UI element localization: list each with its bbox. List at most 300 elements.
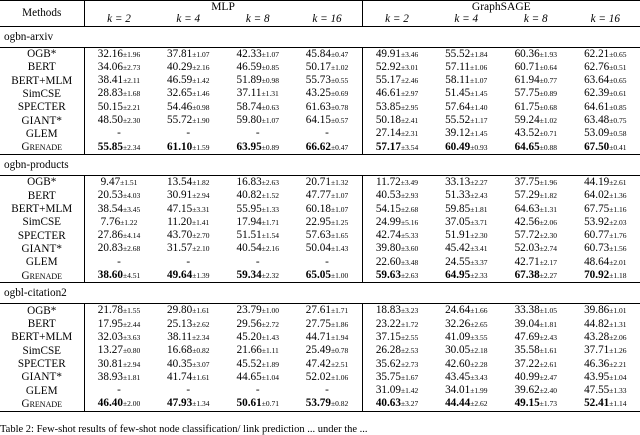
- result-cell: [84, 87, 154, 100]
- result-cell: [501, 229, 571, 242]
- result-value: 25.13: [167, 317, 193, 330]
- result-std: ±3.41: [470, 244, 488, 254]
- result-std: ±1.86: [330, 319, 349, 329]
- methods-header: Methods: [0, 1, 84, 27]
- result-cell: [84, 397, 154, 411]
- result-std: ±1.07: [330, 204, 349, 214]
- dataset-section-row: [0, 26, 640, 47]
- result-cell: [571, 358, 640, 371]
- result-cell: [571, 141, 640, 155]
- result-value: 37.81: [167, 47, 193, 60]
- result-value: 46.59: [167, 74, 193, 87]
- result-std: ±1.45: [470, 89, 488, 99]
- result-cell: [84, 216, 154, 229]
- result-value: 50.17: [305, 60, 331, 73]
- result-std: ±0.64: [539, 62, 557, 72]
- result-cell: [84, 101, 154, 114]
- result-value: 37.05: [445, 215, 471, 228]
- result-value: 64.61: [584, 100, 610, 113]
- result-value: 62.76: [584, 60, 610, 73]
- result-std: ±2.44: [122, 319, 141, 329]
- result-value: 37.71: [584, 344, 610, 357]
- result-cell: [432, 358, 502, 371]
- result-value: 59.24: [514, 114, 540, 127]
- result-cell: [154, 384, 224, 397]
- result-std: ±0.93: [470, 142, 488, 152]
- result-cell: [432, 371, 502, 384]
- result-cell: [84, 269, 154, 283]
- result-std: ±0.61: [609, 89, 627, 99]
- table-row: [0, 256, 640, 269]
- table-caption: Table 2: Few-shot results of few-shot node classification/ link prediction ... under the ...: [0, 424, 368, 435]
- result-value: 53.09: [584, 127, 610, 140]
- table-row: [0, 384, 640, 397]
- dataset-name: ogbn-arxiv: [0, 26, 640, 47]
- result-std: ±1.76: [609, 231, 627, 241]
- result-cell: [84, 203, 154, 216]
- result-value: 50.61: [236, 397, 262, 410]
- result-std: ±1.61: [539, 346, 557, 356]
- table-row: [0, 331, 640, 344]
- result-value: -: [117, 127, 121, 140]
- result-cell: [432, 397, 502, 411]
- result-cell: [571, 127, 640, 140]
- result-cell: [362, 229, 432, 242]
- result-value: 23.22: [375, 317, 401, 330]
- result-std: ±5.33: [400, 231, 419, 241]
- result-cell: [84, 371, 154, 384]
- result-std: ±1.17: [470, 116, 488, 126]
- result-std: ±1.81: [122, 372, 141, 382]
- result-cell: [432, 269, 502, 283]
- result-value: 44.19: [584, 175, 610, 188]
- result-cell: [501, 61, 571, 74]
- result-value: 47.42: [305, 357, 331, 370]
- result-value: 31.09: [375, 384, 401, 397]
- result-value: 7.76: [100, 215, 121, 228]
- result-value: -: [186, 127, 191, 140]
- result-cell: [501, 189, 571, 202]
- result-std: ±3.60: [400, 244, 419, 254]
- result-value: 16.68: [167, 344, 193, 357]
- result-cell: [293, 203, 363, 216]
- result-value: 20.71: [305, 175, 331, 188]
- result-std: ±2.00: [122, 399, 141, 409]
- result-value: 40.29: [167, 60, 193, 73]
- result-cell: [571, 189, 640, 202]
- result-std: ±2.43: [539, 332, 557, 342]
- result-value: 40.63: [375, 397, 401, 410]
- result-std: ±1.42: [192, 76, 210, 86]
- result-std: ±4.03: [122, 191, 141, 201]
- result-cell: [432, 189, 502, 202]
- result-value: 50.04: [305, 242, 331, 255]
- result-std: ±2.18: [470, 346, 488, 356]
- result-cell: [154, 127, 224, 140]
- result-cell: [154, 229, 224, 242]
- result-std: ±1.45: [470, 129, 488, 139]
- result-std: ±1.00: [330, 271, 349, 281]
- result-cell: [362, 47, 432, 61]
- table-row: [0, 101, 640, 114]
- result-std: ±1.31: [261, 89, 279, 99]
- result-cell: [293, 114, 363, 127]
- result-cell: [362, 87, 432, 100]
- result-cell: [571, 114, 640, 127]
- result-value: -: [186, 384, 191, 397]
- result-cell: [223, 318, 293, 331]
- result-value: 55.17: [375, 74, 401, 87]
- result-value: 39.86: [584, 304, 610, 317]
- method-name: BERT: [27, 61, 56, 74]
- result-std: ±2.62: [192, 319, 210, 329]
- result-value: 49.64: [167, 269, 193, 282]
- result-cell: [223, 114, 293, 127]
- table-row: [0, 304, 640, 318]
- result-cell: [293, 358, 363, 371]
- result-std: ±1.26: [609, 346, 627, 356]
- result-std: ±1.54: [261, 231, 279, 241]
- result-std: ±1.11: [261, 346, 279, 356]
- result-value: 43.95: [584, 370, 610, 383]
- result-value: 58.74: [236, 100, 262, 113]
- result-std: ±0.89: [539, 89, 557, 99]
- result-cell: [362, 175, 432, 189]
- result-cell: [293, 87, 363, 100]
- result-std: ±1.07: [470, 76, 488, 86]
- result-std: ±1.07: [261, 116, 279, 126]
- k-header: k = 2: [362, 13, 432, 26]
- result-value: 47.55: [584, 384, 610, 397]
- table-row: [0, 189, 640, 202]
- result-std: ±1.31: [539, 204, 557, 214]
- result-value: 21.78: [97, 304, 123, 317]
- result-std: ±2.43: [470, 191, 488, 201]
- result-value: 33.13: [445, 175, 471, 188]
- result-cell: [223, 74, 293, 87]
- k-header: k = 2: [84, 13, 154, 26]
- result-std: ±2.28: [470, 359, 488, 369]
- result-std: ±0.58: [609, 129, 627, 139]
- result-value: 47.77: [305, 189, 331, 202]
- result-value: 51.33: [445, 189, 471, 202]
- result-cell: [154, 242, 224, 255]
- result-cell: [362, 384, 432, 397]
- result-value: 51.91: [445, 229, 471, 242]
- method-name: SPECTER: [17, 358, 66, 371]
- result-value: 23.79: [236, 304, 262, 317]
- result-cell: [293, 101, 363, 114]
- result-std: ±1.07: [330, 191, 349, 201]
- result-std: ±2.94: [192, 191, 210, 201]
- result-cell: [293, 141, 363, 155]
- result-std: ±2.41: [400, 116, 419, 126]
- result-cell: [362, 74, 432, 87]
- result-std: ±0.75: [609, 116, 627, 126]
- result-std: ±0.63: [261, 102, 279, 112]
- result-value: 40.82: [236, 189, 262, 202]
- result-std: ±1.07: [192, 49, 210, 59]
- result-cell: [432, 203, 502, 216]
- result-cell: [293, 61, 363, 74]
- result-value: 64.95: [445, 269, 471, 282]
- result-cell: [362, 141, 432, 155]
- result-value: 43.45: [445, 370, 471, 383]
- result-cell: [571, 304, 640, 318]
- result-std: ±1.51: [120, 177, 138, 187]
- result-std: ±2.40: [539, 386, 557, 396]
- k-header: k = 8: [523, 13, 548, 26]
- result-cell: [571, 175, 640, 189]
- result-std: ±0.71: [261, 399, 279, 409]
- result-std: ±2.46: [400, 76, 419, 86]
- result-cell: [432, 216, 502, 229]
- result-cell: [223, 87, 293, 100]
- result-std: ±2.95: [400, 102, 419, 112]
- result-cell: [362, 256, 432, 269]
- result-value: 53.85: [375, 100, 401, 113]
- result-cell: [432, 87, 502, 100]
- result-std: ±0.68: [539, 102, 557, 112]
- result-std: ±2.65: [470, 319, 488, 329]
- result-cell: [501, 304, 571, 318]
- result-std: ±2.27: [470, 177, 488, 187]
- result-std: ±2.34: [122, 142, 141, 152]
- result-std: ±0.55: [330, 76, 349, 86]
- table-row: [0, 127, 640, 140]
- table-row: [0, 216, 640, 229]
- graphsage-group-header: GraphSAGE: [362, 1, 640, 14]
- result-std: ±1.96: [539, 177, 557, 187]
- result-cell: [84, 189, 154, 202]
- method-name: SPECTER: [17, 101, 66, 114]
- result-cell: [84, 127, 154, 140]
- result-value: 63.48: [584, 114, 610, 127]
- result-value: 47.93: [167, 397, 193, 410]
- table-row: [0, 61, 640, 74]
- result-cell: [84, 114, 154, 127]
- result-cell: [223, 344, 293, 357]
- result-std: ±0.78: [330, 102, 349, 112]
- result-cell: [362, 127, 432, 140]
- result-value: 60.77: [584, 229, 610, 242]
- result-cell: [84, 358, 154, 371]
- result-cell: [154, 358, 224, 371]
- result-value: -: [255, 127, 260, 140]
- result-value: 38.54: [97, 202, 123, 215]
- result-std: ±1.61: [192, 372, 210, 382]
- result-value: 61.94: [514, 74, 540, 87]
- result-cell: [293, 127, 363, 140]
- result-cell: [501, 358, 571, 371]
- result-std: ±2.27: [539, 271, 557, 281]
- result-std: ±2.70: [192, 231, 210, 241]
- result-std: ±1.81: [470, 204, 488, 214]
- method-name: Grenade: [0, 397, 84, 411]
- result-std: ±3.49: [400, 177, 419, 187]
- result-cell: [501, 216, 571, 229]
- result-value: 55.95: [236, 202, 262, 215]
- result-std: ±2.06: [609, 332, 627, 342]
- result-cell: [501, 269, 571, 283]
- result-std: ±3.23: [400, 306, 419, 316]
- result-std: ±0.77: [539, 76, 557, 86]
- result-std: ±3.55: [470, 332, 488, 342]
- result-value: 52.02: [305, 370, 331, 383]
- result-std: ±0.80: [122, 346, 141, 356]
- result-cell: [154, 256, 224, 269]
- result-value: 30.05: [445, 344, 471, 357]
- result-value: 40.54: [236, 242, 262, 255]
- result-value: 29.56: [236, 317, 262, 330]
- result-value: 20.53: [97, 189, 123, 202]
- result-cell: [571, 216, 640, 229]
- result-cell: [501, 256, 571, 269]
- result-std: ±3.37: [470, 257, 488, 267]
- result-cell: [154, 175, 224, 189]
- method-name: SimCSE: [22, 344, 62, 357]
- result-std: ±1.14: [609, 399, 627, 409]
- result-value: 55.72: [167, 114, 193, 127]
- result-cell: [84, 344, 154, 357]
- result-std: ±3.45: [122, 204, 141, 214]
- result-value: 48.64: [584, 255, 610, 268]
- result-std: ±3.71: [470, 217, 488, 227]
- result-cell: [293, 397, 363, 411]
- result-value: 13.54: [167, 175, 193, 188]
- result-std: ±3.01: [400, 62, 419, 72]
- result-std: ±1.43: [330, 244, 349, 254]
- result-std: ±1.72: [400, 319, 419, 329]
- result-std: ±0.47: [330, 142, 349, 152]
- table-row: [0, 371, 640, 384]
- result-std: ±2.31: [400, 129, 419, 139]
- method-name: OGB*: [0, 47, 84, 61]
- method-name: BERT+MLM: [11, 203, 73, 216]
- result-std: ±4.14: [122, 231, 141, 241]
- result-std: ±0.82: [330, 399, 349, 409]
- result-std: ±1.46: [192, 89, 210, 99]
- result-value: 39.04: [514, 317, 540, 330]
- result-cell: [501, 344, 571, 357]
- result-value: 51.51: [236, 229, 262, 242]
- result-value: 53.92: [584, 215, 610, 228]
- result-value: 32.26: [445, 317, 471, 330]
- result-std: ±2.68: [122, 244, 141, 254]
- result-value: 38.93: [97, 370, 123, 383]
- result-cell: [501, 384, 571, 397]
- result-cell: [571, 242, 640, 255]
- result-value: 64.65: [514, 140, 540, 153]
- method-name: BERT: [27, 318, 56, 331]
- result-std: ±2.55: [400, 332, 419, 342]
- result-value: 64.63: [514, 202, 540, 215]
- result-value: 43.52: [514, 127, 540, 140]
- result-cell: [293, 371, 363, 384]
- result-cell: [432, 384, 502, 397]
- result-cell: [154, 397, 224, 411]
- result-value: 24.55: [445, 255, 471, 268]
- result-value: 39.12: [445, 127, 471, 140]
- result-cell: [293, 74, 363, 87]
- result-value: 9.47: [100, 175, 121, 188]
- result-std: ±1.06: [470, 62, 488, 72]
- result-cell: [571, 384, 640, 397]
- result-value: 45.42: [445, 242, 471, 255]
- result-cell: [154, 331, 224, 344]
- result-cell: [223, 397, 293, 411]
- result-std: ±2.61: [609, 177, 627, 187]
- result-value: 54.15: [375, 202, 401, 215]
- result-std: ±2.33: [470, 271, 488, 281]
- result-std: ±1.34: [192, 399, 210, 409]
- result-cell: [154, 203, 224, 216]
- result-std: ±2.63: [261, 177, 279, 187]
- result-std: ±2.11: [123, 76, 141, 86]
- result-std: ±2.47: [539, 372, 557, 382]
- result-std: ±5.16: [400, 217, 419, 227]
- result-std: ±0.69: [330, 89, 349, 99]
- result-cell: [154, 74, 224, 87]
- result-cell: [223, 256, 293, 269]
- result-cell: [84, 318, 154, 331]
- result-value: 43.70: [167, 229, 193, 242]
- result-value: 32.03: [97, 330, 123, 343]
- result-std: ±1.59: [192, 142, 210, 152]
- result-std: ±2.93: [400, 191, 419, 201]
- result-value: 24.64: [445, 304, 471, 317]
- result-value: 48.50: [97, 114, 123, 127]
- result-value: 46.59: [236, 60, 262, 73]
- result-value: 13.27: [97, 344, 123, 357]
- result-cell: [293, 344, 363, 357]
- result-value: 67.50: [584, 140, 610, 153]
- result-value: 22.95: [305, 215, 331, 228]
- result-cell: [293, 175, 363, 189]
- result-value: 57.29: [514, 189, 540, 202]
- table-row: [0, 229, 640, 242]
- result-cell: [501, 331, 571, 344]
- result-std: ±0.51: [609, 62, 627, 72]
- result-cell: [432, 304, 502, 318]
- result-value: 43.28: [584, 330, 610, 343]
- result-value: 54.46: [167, 100, 193, 113]
- table-row: [0, 74, 640, 87]
- result-std: ±1.71: [261, 217, 279, 227]
- result-cell: [154, 318, 224, 331]
- result-std: ±3.63: [122, 332, 141, 342]
- result-value: 27.14: [375, 127, 401, 140]
- result-cell: [571, 61, 640, 74]
- result-value: 11.72: [376, 175, 401, 188]
- result-value: 35.75: [375, 370, 401, 383]
- result-value: -: [325, 255, 329, 268]
- k-header: k = 16: [312, 13, 342, 26]
- dataset-section-row: [0, 154, 640, 175]
- result-value: 26.28: [375, 344, 401, 357]
- result-std: ±0.88: [539, 142, 557, 152]
- result-cell: [362, 269, 432, 283]
- result-cell: [571, 344, 640, 357]
- result-std: ±2.16: [261, 244, 279, 254]
- result-cell: [293, 269, 363, 283]
- header-row-groups: [0, 1, 640, 14]
- result-value: 41.09: [445, 330, 471, 343]
- table-row: [0, 344, 640, 357]
- result-cell: [154, 269, 224, 283]
- result-value: 22.60: [375, 255, 401, 268]
- result-value: 30.81: [97, 357, 123, 370]
